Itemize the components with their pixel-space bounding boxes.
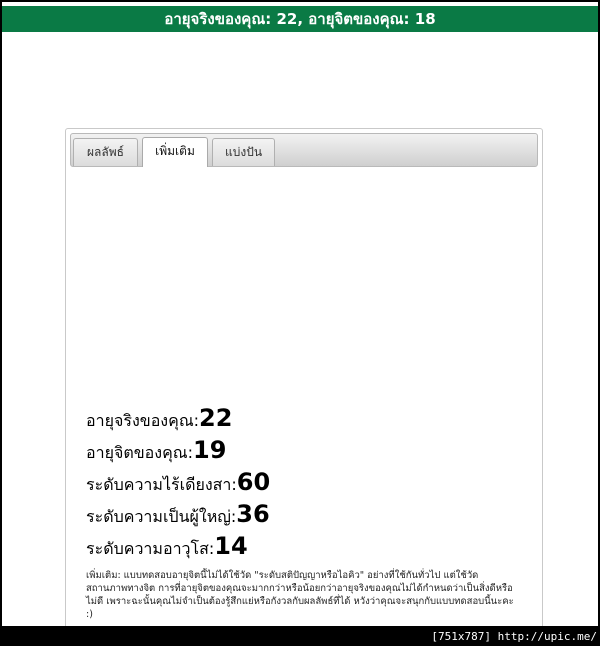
- stat-value: 60: [236, 468, 271, 496]
- tab-more[interactable]: เพิ่มเติม: [142, 137, 208, 167]
- tab-bar: [70, 133, 538, 167]
- stat-label: ระดับความอาวุโส:: [86, 539, 215, 558]
- image-host-badge: [751x787] http://upic.me/: [431, 630, 597, 643]
- stat-label: อายุจริงของคุณ:: [86, 411, 200, 430]
- page: [2, 2, 598, 626]
- tab-results[interactable]: ผลลัพธ์: [73, 138, 138, 166]
- stat-value: 14: [214, 532, 248, 560]
- stat-label: ระดับความไร้เดียงสา:: [86, 475, 237, 494]
- stat-label: อายุจิตของคุณ:: [86, 443, 194, 462]
- stat-mental-age: [86, 436, 226, 466]
- stat-seniority-level: [86, 532, 248, 562]
- info-note: เพิ่มเติม: แบบทดสอบอายุจิตนี้ไม่ได้ใช้วัด "ระดับสติปัญญาหรือไอคิว" อย่างที่ใช้กันทั่วไป แต่ใช้วัดสถานภาพทางจิต การที่อายุจิตของคุณจะมากกว่าหรือน้อยกว่าอายุจริงของคุณไม่ได้กำหนดว่าเป็นสิ่งดีหรือไม่ดี เพราะฉะนั้นคุณไม่จำเป็นต้องรู้สึกแย่หรือกังวลกับผลลัพธ์ที่ได้ หวังว่าคุณจะสนุกกับแบบทดสอบนี้นะคะ :): [86, 570, 514, 620]
- result-banner: อายุจริงของคุณ: 22, อายุจิตของคุณ: 18: [2, 6, 598, 32]
- stat-value: 19: [193, 436, 227, 464]
- stat-label: ระดับความเป็นผู้ใหญ่:: [86, 507, 237, 526]
- stat-value: 22: [199, 404, 233, 432]
- result-panel: [65, 128, 543, 626]
- tab-share[interactable]: แบ่งปัน: [212, 138, 275, 166]
- stat-value: 36: [236, 500, 270, 528]
- stat-naivety-level: [86, 468, 270, 498]
- stat-maturity-level: [86, 500, 270, 530]
- stat-real-age: [86, 404, 232, 434]
